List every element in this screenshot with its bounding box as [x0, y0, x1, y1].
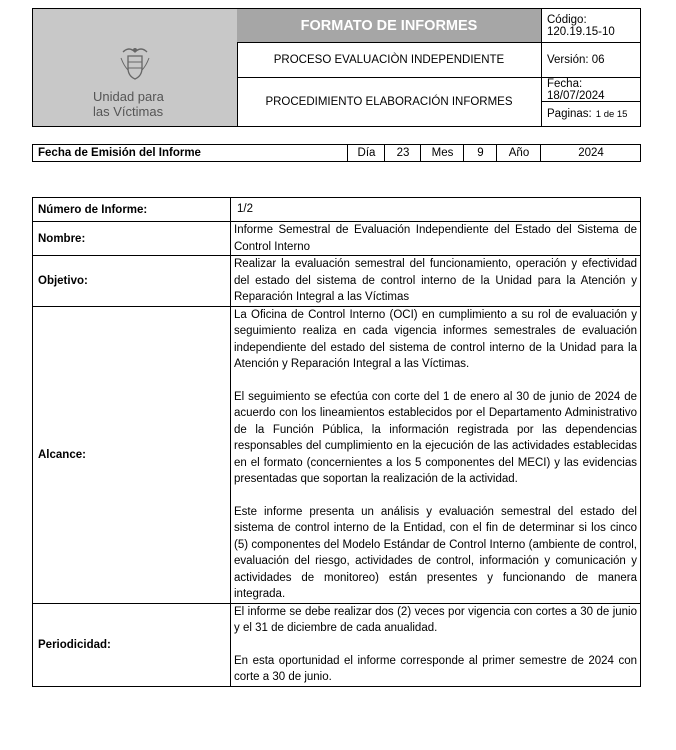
- org-name-line2: las Víctimas: [93, 104, 164, 119]
- pages-field: [542, 102, 641, 126]
- emission-label: Fecha de Emisión del Informe: [38, 147, 201, 159]
- name-value: Informe Semestral de Evaluación Independiente del Estado del Sistema de Control Interno: [231, 222, 641, 256]
- coat-of-arms-icon: [119, 44, 151, 82]
- objective-label: Objetivo:: [33, 256, 231, 307]
- scope-label: Alcance:: [33, 306, 231, 603]
- version-field: Versión: 06: [542, 43, 641, 78]
- periodicity-value: [231, 603, 641, 686]
- form-title: FORMATO DE INFORMES: [237, 9, 541, 43]
- day-label: Día: [347, 145, 385, 161]
- table-row: [33, 222, 641, 256]
- month-value: 9: [463, 145, 497, 161]
- emission-date-row: [32, 144, 641, 162]
- scope-paragraph: La Oficina de Control Interno (OCI) en cumplimiento a su rol de evaluación y seguimiento realiza en cada vigencia informes semestrales de evaluación independiente del estado del sistema de control interno de la Unidad para la Atención y Reparación Integral a las Víctimas.: [234, 308, 637, 370]
- document-header: [32, 8, 641, 127]
- scope-paragraph: Este informe presenta un análisis y evaluación semestral del estado del sistema de control interno de la Entidad, con el fin de determinar si los cinco (5) componentes del Modelo Estándar de Control Interno (ambiente de control, evaluación del riesgo, actividades de control, información y comunicación y actividades de monitoreo) están presentes y funcionando de manera integrada.: [234, 505, 637, 600]
- logo-cell: [33, 9, 238, 126]
- month-label: Mes: [420, 145, 464, 161]
- name-label: Nombre:: [33, 222, 231, 256]
- periodicity-label: Periodicidad:: [33, 603, 231, 686]
- year-value: 2024: [540, 145, 641, 161]
- header-middle: [237, 9, 541, 126]
- periodicity-paragraph: El informe se debe realizar dos (2) veces por vigencia con cortes a 30 de junio y el 31 de diciembre de cada anualidad.: [234, 605, 637, 634]
- table-row: [33, 256, 641, 307]
- pages-label: Paginas:: [547, 108, 592, 120]
- code-field: Código: 120.19.15-10: [542, 9, 641, 43]
- header-meta: [541, 9, 641, 126]
- table-row: [33, 603, 641, 686]
- number-label: Número de Informe:: [33, 198, 231, 222]
- pages-value: 1 de 15: [595, 108, 628, 120]
- procedure-name: PROCEDIMIENTO ELABORACIÓN INFORMES: [265, 96, 513, 108]
- date-field: Fecha: 18/07/2024: [542, 78, 641, 102]
- table-row: [33, 306, 641, 603]
- report-info-table: [32, 197, 641, 687]
- org-name-line1: Unidad para: [93, 89, 164, 104]
- number-value: 1/2: [231, 198, 641, 222]
- objective-value: Realizar la evaluación semestral del funcionamiento, operación y efectividad del estado del sistema de control interno de la Unidad para la Atención y Reparación Integral a las Víctimas: [231, 256, 641, 307]
- table-row: [33, 198, 641, 222]
- scope-value: [231, 306, 641, 603]
- day-value: 23: [384, 145, 421, 161]
- periodicity-paragraph: En esta oportunidad el informe corresponde al primer semestre de 2024 con corte a 30 de junio.: [234, 654, 637, 683]
- process-name: PROCESO EVALUACIÒN INDEPENDIENTE: [237, 43, 541, 78]
- year-label: Año: [496, 145, 541, 161]
- scope-paragraph: El seguimiento se efectúa con corte del 1 de enero al 30 de junio de 2024 de acuerdo con los lineamientos establecidos por el Departamento Administrativo de la Función Pública, la información registrada por las dependencias responsables del cumplimiento en la ejecución de las actividades establecidas en el formato (concernientes a los 5 componentes del MECI) y las evidencias presentadas que soportan la realización de la actividad.: [234, 390, 637, 485]
